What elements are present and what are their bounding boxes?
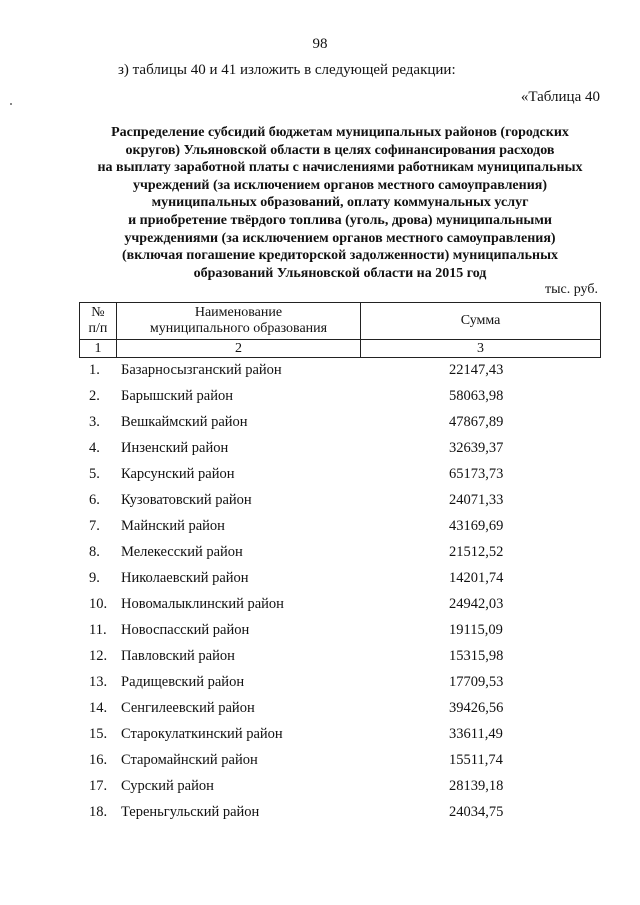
row-number: 16.: [89, 752, 108, 768]
table-row: [79, 773, 601, 799]
row-number: 10.: [89, 596, 108, 612]
table-row: [79, 591, 601, 617]
row-name: Радищевский район: [121, 674, 245, 690]
table-row: [79, 461, 601, 487]
table-row: [79, 357, 601, 383]
title-line: учреждений (за исключением органов местного самоуправления): [132, 177, 548, 193]
row-name: Майнский район: [121, 518, 225, 534]
row-name: Павловский район: [121, 648, 235, 664]
title-line: муниципальных образований, оплату коммунальных услуг: [151, 195, 529, 211]
table-row: [79, 721, 601, 747]
row-amount: 15315,98: [449, 648, 504, 664]
title-line: (включая погашение кредиторской задолженности) муниципальных: [121, 248, 558, 264]
table-row: [79, 383, 601, 409]
row-amount: 19115,09: [449, 622, 503, 638]
table-row: [79, 695, 601, 721]
row-name: Сенгилеевский район: [121, 700, 255, 716]
units-label: тыс. руб.: [545, 282, 598, 297]
intro-text: з) таблицы 40 и 41 изложить в следующей редакции:: [118, 62, 456, 78]
row-amount: 33611,49: [449, 726, 503, 742]
table-row: [79, 487, 601, 513]
row-number: 11.: [89, 622, 107, 638]
table-row: [79, 565, 601, 591]
column-number: 3: [361, 340, 601, 358]
row-name: Базарносызганский район: [121, 362, 282, 378]
page-number: 98: [312, 36, 328, 52]
table-row: [79, 747, 601, 773]
table-row: [79, 617, 601, 643]
row-name: Сурский район: [121, 778, 214, 794]
row-name: Старомайнский район: [121, 752, 258, 768]
row-amount: 22147,43: [449, 362, 504, 378]
row-amount: 39426,56: [449, 700, 504, 716]
row-number: 15.: [89, 726, 108, 742]
row-amount: 47867,89: [449, 414, 504, 430]
title-line: и приобретение твёрдого топлива (уголь, дрова) муниципальными: [128, 212, 552, 228]
header-amount: Сумма: [361, 303, 601, 340]
row-name: Инзенский район: [121, 440, 229, 456]
header-name: Наименование муниципального образования: [116, 303, 360, 340]
row-amount: 15511,74: [449, 752, 503, 768]
title-line: образований Ульяновской области на 2015 год: [193, 265, 487, 281]
table-row: [79, 513, 601, 539]
row-number: 18.: [89, 804, 108, 820]
row-name: Барышский район: [121, 388, 233, 404]
row-name: Мелекесский район: [121, 544, 243, 560]
header-number: № п/п: [80, 303, 117, 340]
row-amount: 17709,53: [449, 674, 504, 690]
row-number: 3.: [89, 414, 100, 430]
row-number: 7.: [89, 518, 100, 534]
title-line: Распределение субсидий бюджетам муниципальных районов (городских: [111, 125, 569, 140]
table-row: [79, 409, 601, 435]
row-amount: 58063,98: [449, 388, 504, 404]
table-row: [79, 799, 601, 825]
row-number: 4.: [89, 440, 100, 456]
row-name: Старокулаткинский район: [121, 726, 283, 742]
row-number: 12.: [89, 648, 108, 664]
table-row: [79, 669, 601, 695]
table-row: [79, 643, 601, 669]
row-number: 13.: [89, 674, 108, 690]
title-line: учреждениями (за исключением органов местного самоуправления): [124, 230, 556, 246]
row-amount: 24071,33: [449, 492, 504, 508]
row-amount: 14201,74: [449, 570, 504, 586]
table-row: [79, 435, 601, 461]
row-amount: 65173,73: [449, 466, 504, 482]
row-number: 14.: [89, 700, 108, 716]
row-name: Тереньгульский район: [121, 804, 260, 820]
title-line: округов) Ульяновской области в целях софинансирования расходов: [125, 142, 555, 158]
row-name: Карсунский район: [121, 466, 235, 482]
row-number: 5.: [89, 466, 100, 482]
row-amount: 21512,52: [449, 544, 504, 560]
row-name: Кузоватовский район: [121, 492, 252, 508]
row-number: 6.: [89, 492, 100, 508]
margin-mark: [10, 103, 12, 105]
row-name: Николаевский район: [121, 570, 249, 586]
row-amount: 43169,69: [449, 518, 504, 534]
row-name: Новомалыклинский район: [121, 596, 284, 612]
row-number: 8.: [89, 544, 100, 560]
row-number: 2.: [89, 388, 100, 404]
row-amount: 32639,37: [449, 440, 504, 456]
column-number: 2: [116, 340, 360, 358]
row-amount: 24942,03: [449, 596, 504, 612]
table-header: [79, 302, 601, 358]
row-name: Вешкаймский район: [121, 414, 248, 430]
column-number: 1: [80, 340, 117, 358]
row-name: Новоспасский район: [121, 622, 250, 638]
title-line: на выплату заработной платы с начислениями работникам муниципальных: [97, 160, 583, 176]
row-number: 17.: [89, 778, 108, 794]
row-amount: 28139,18: [449, 778, 504, 794]
table-row: [79, 539, 601, 565]
table-body: [79, 357, 601, 825]
table-title: [70, 124, 610, 282]
row-amount: 24034,75: [449, 804, 504, 820]
table-reference: «Таблица 40: [520, 89, 600, 105]
row-number: 1.: [89, 362, 100, 378]
row-number: 9.: [89, 570, 100, 586]
